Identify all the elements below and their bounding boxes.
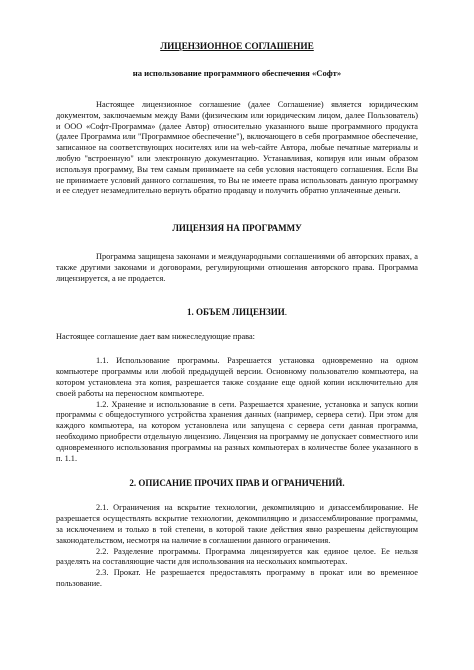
intro-paragraph: Настоящее лицензионное соглашение (далее Соглашение) является юридическим документом, заключаемым между Вами (физическим или юридическим лицом, далее Пользователь) и ООО «Софт-Программа» (далее Автор) относительно указанного выше программного продукта (далее Программа или "Программное обеспечение"), включающего в себя программное обеспечение, записанное на соответствующих носителях или на web-сайте Автора, любые печатные материалы и любую "встроенную" или электронную документацию. Устанавливая, копируя или иным образом используя программу, Вы тем самым принимаете на себя условия настоящего соглашения. Если Вы не принимаете условий данного соглашения, то Вы не имеете права использовать данную программу и ее следует незамедлительно вернуть обратно продавцу и получить обратно уплаченные деньги.	[56, 100, 418, 196]
document-title: ЛИЦЕНЗИОННОЕ СОГЛАШЕНИЕ	[160, 42, 314, 52]
clause-2-2: 2.2. Разделение программы. Программа лицензируется как единое целое. Ее нельзя разделять на составляющие части для использования на нескольких компьютерах.	[56, 546, 418, 567]
license-heading: ЛИЦЕНЗИЯ НА ПРОГРАММУ	[172, 223, 302, 234]
section-1-heading-dot: .	[284, 306, 287, 317]
section-1-heading-text: 1. ОБЪЕМ ЛИЦЕНЗИИ	[187, 306, 285, 317]
license-paragraph: Программа защищена законами и международными соглашениями об авторских правах, а также другими законами и договорами, регулирующими отношения авторского права. Программа лицензируется, а не продается.	[56, 252, 418, 283]
clause-1-1: 1.1. Использование программы. Разрешается установка одновременно на одном компьютере программы или любой предыдущей версии. Основному пользователю компьютера, на котором установлена эта копия, разрешается также создание еще одной копии исключительно для своей работы на переносном компьютере.	[56, 356, 418, 398]
section-1-intro: Настоящее соглашение дает вам нижеследующие права:	[56, 331, 255, 341]
document-subtitle: на использование программного обеспечения «Софт»	[132, 68, 342, 78]
section-1-heading	[56, 307, 418, 318]
clause-2-1: 2.1. Ограничения на вскрытие технологии, декомпиляцию и дизассемблирование. Не разрешается осуществлять вскрытие технологии, декомпиляцию и дизассемблирование программы, за исключением и только в той степени, в которой такие действия явно разрешены действующим законодательством, несмотря на наличие в соглашении данного ограничения.	[56, 503, 418, 545]
section-2-heading: 2. ОПИСАНИЕ ПРОЧИХ ПРАВ И ОГРАНИЧЕНИЙ.	[129, 478, 345, 489]
clause-2-3: 2.3. Прокат. Не разрешается предоставлять программу в прокат или во временное пользование.	[56, 568, 418, 588]
clause-1-2: 1.2. Хранение и использование в сети. Разрешается хранение, установка и запуск копии программы с общедоступного устройства хранения данных (например, сервера сети). При этом для каждого компьютера, на котором установлена или запущена с сервера сети данная программа, необходимо приобрести отдельную лицензию. Лицензия на программу не допускает совместного или одновременного использования программы на разных компьютерах в количестве более указанного в п. 1.1.	[56, 399, 418, 463]
